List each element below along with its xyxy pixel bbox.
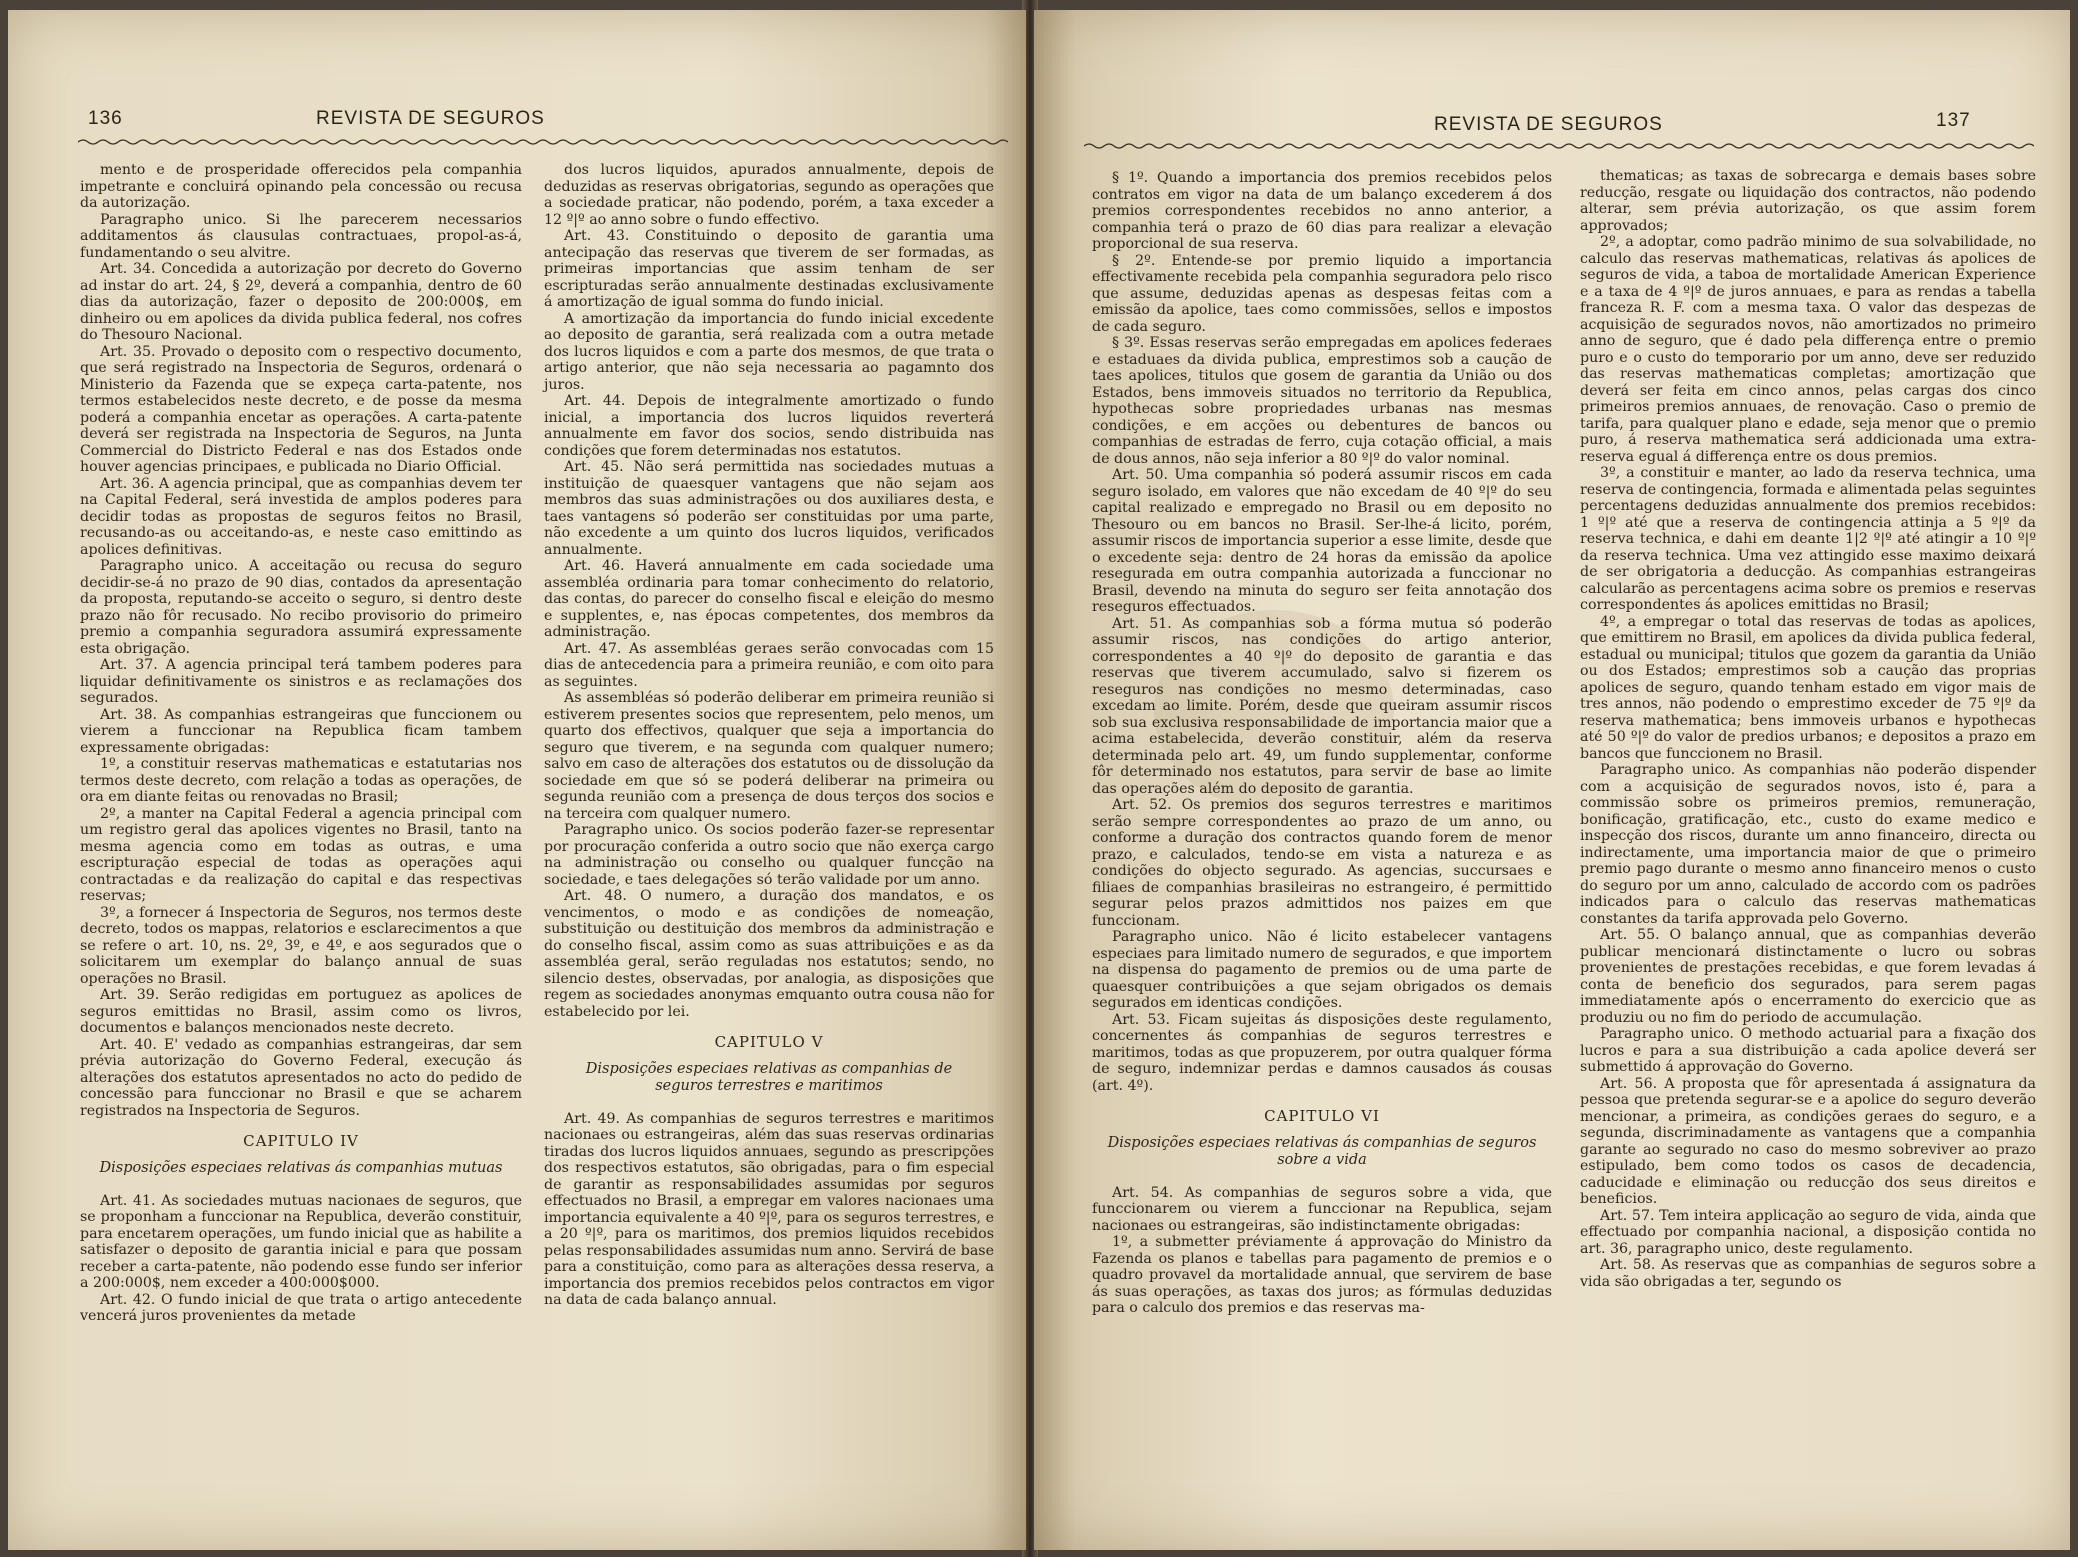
paragraph: thematicas; as taxas de sobrecarga e demais bases sobre reducção, resgate ou liquidação dos contractos, não podendo alterar, sem prévia autorização, os que assim forem approvados; bbox=[1580, 168, 2036, 234]
paragraph: Paragrapho unico. Não é licito estabelecer vantagens especiaes para limitado numero de segurados, e que importem na dispensa do pagamento de premios ou de uma parte de quaesquer contribuições a que sejam obrigados os demais segurados em identicas condições. bbox=[1092, 929, 1552, 1011]
paragraph: Art. 55. O balanço annual, que as companhias deverão publicar mencionará distinctamente o lucro ou sobras provenientes de prestações recebidas, e que forem levadas á conta de beneficio dos segurados, para serem pagas immediatamente após o encerramento do exercicio que as produziu ou no fim do periodo de accumulação. bbox=[1580, 927, 2036, 1026]
paragraph: 3º, a fornecer á Inspectoria de Seguros, nos termos deste decreto, todos os mappas, relatorios e esclarecimentos a que se refere o art. 10, ns. 2º, 3º, e 4º, e aos segurados que o solicitarem um exemplar do balanço annual de suas operações no Brasil. bbox=[80, 904, 522, 987]
left-column-1 bbox=[80, 162, 522, 1325]
right-page bbox=[1034, 10, 2070, 1550]
paragraph: Art. 43. Constituindo o deposito de garantia uma antecipação das reservas que tiverem de ser formadas, as primeiras importancias que assim tenham de ser escripturadas serão annualmente destinadas exclusivamente á amortização de igual somma do fundo inicial. bbox=[544, 228, 994, 310]
paragraph: 4º, a empregar o total das reservas de todas as apolices, que emittirem no Brasil, em apolices da divida publica federal, estadual ou municipal; titulos que gozem da garantia da União ou dos Estados; emprestimos sob a caução das proprias apolices de seguro, quando tenham estado em vigor mais de tres annos, não podendo o emprestimo exceder de 75 º|º da reserva mathematica; bens immoveis urbanos e hypothecas até 50 º|º do valor de predios urbanos; e depositos a prazo em bancos que funccionem no Brasil. bbox=[1580, 613, 2036, 762]
chapter-heading-v: CAPITULO V bbox=[714, 1033, 824, 1051]
left-running-head: REVISTA DE SEGUROS bbox=[316, 108, 545, 129]
paragraph: Art. 52. Os premios dos seguros terrestres e maritimos serão sempre correspondentes ao prazo de um anno, ou conforme a duração dos contractos quando forem de menor prazo, e calculados, tendo-se em vista a natureza e as condições do objecto segurado. As agencias, succursaes e filiaes de companhias brasileiras no estrangeiro, é permittido segurar pelos prazos admittidos nos paizes em que funccionam. bbox=[1092, 797, 1552, 929]
paragraph: Art. 57. Tem inteira applicação ao seguro de vida, ainda que effectuado por companhia nacional, a disposição contida no art. 36, paragrapho unico, deste regulamento. bbox=[1580, 1207, 2036, 1257]
paragraph: Paragrapho unico. O methodo actuarial para a fixação dos lucros e para a sua distribuição a cada apolice deverá ser submettido á approvação do Governo. bbox=[1580, 1026, 2036, 1075]
paragraph: Art. 54. As companhias de seguros sobre a vida, que funccionarem ou vierem a funccionar na Republica, sejam nacionaes ou estrangeiras, são indistinctamente obrigadas: bbox=[1092, 1184, 1552, 1234]
paragraph: 1º, a submetter préviamente á approvação do Ministro da Fazenda os planos e tabellas para pagamento de premios e o quadro provavel da mortalidade annual, que servirem de base ás suas operações, as taxas dos juros; as fórmulas deduzidas para o calculo dos premios e das reservas ma- bbox=[1092, 1234, 1552, 1316]
right-header-rule bbox=[1084, 142, 2034, 150]
paragraph: 1º, a constituir reservas mathematicas e estatutarias nos termos deste decreto, com relação a todas as operações, de ora em diante feitas ou renovadas no Brasil; bbox=[80, 756, 522, 805]
paragraph: Art. 42. O fundo inicial de que trata o artigo antecedente vencerá juros provenientes da metade bbox=[80, 1291, 522, 1324]
left-col2-paragraphs bbox=[544, 162, 994, 1020]
paragraph: Art. 47. As assembléas geraes serão convocadas com 15 dias de antecedencia para a primeira reunião, e com oito para as seguintes. bbox=[544, 640, 994, 690]
paragraph: Art. 35. Provado o deposito com o respectivo documento, que será registrado na Inspectoria de Seguros, ordenará o Ministerio da Fazenda que se expeça carta-patente, nos termos estabelecidos neste decreto, e de posse da mesma poderá a companhia encetar as operações. A carta-patente deverá ser registrada na Inspectoria de Seguros, na Junta Commercial do Districto Federal e nas dos Estados onde houver agencias principaes, e publicada no Diario Official. bbox=[80, 343, 522, 475]
chapter-subheading-vi: Disposições especiaes relativas ás companhias de seguros sobre a vida bbox=[1107, 1134, 1537, 1168]
paragraph: Art. 45. Não será permittida nas sociedades mutuas a instituição de quaesquer vantagens que não sejam aos membros das suas administrações ou dos auxiliares desta, e taes vantagens só poderão ser constituidas por uma parte, não excedente a um quinto dos lucros liquidos, verificados annualmente. bbox=[544, 459, 994, 558]
left-col2-after-paragraphs bbox=[544, 1111, 994, 1309]
paragraph: dos lucros liquidos, apurados annualmente, depois de deduzidas as reservas obrigatorias, segundo as operações que a sociedade praticar, não podendo, porém, a taxa exceder a 12 º|º ao anno sobre o fundo effectivo. bbox=[544, 162, 994, 228]
paragraph: Art. 40. E' vedado as companhias estrangeiras, dar sem prévia autorização do Governo Federal, execução ás alterações dos estatutos apresentados no acto do pedido de concessão para funccionar no Brasil e que se acharem registrados na Inspectoria de Seguros. bbox=[80, 1036, 522, 1119]
paragraph: mento e de prosperidade offerecidos pela companhia impetrante e concluirá opinando pela concessão ou recusa da autorização. bbox=[80, 162, 522, 211]
chapter-subheading-v: Disposições especiaes relativas as companhias de seguros terrestres e maritimos bbox=[585, 1060, 953, 1094]
paragraph: § 3º. Essas reservas serão empregadas em apolices federaes e estaduaes da divida publica, emprestimos sob a caução de taes apolices, titulos que gosem de garantia da União ou dos Estados, bens immoveis situados no territorio da Republica, hypothecas sobre propriedades urbanas nas mesmas condições, e em acções ou debentures de bancos ou companhias de estradas de ferro, cuja cotação official, a mais de dous annos, não seja inferior a 80 º|º do valor nominal. bbox=[1092, 335, 1552, 467]
paragraph: Paragrapho unico. As companhias não poderão dispender com a acquisição de segurados novos, isto é, para a commissão sobre os primeiros premios, remuneração, bonificação, gratificação, etc., custo do exame medico e inspecção dos riscos, durante um anno financeiro, directa ou indirectamente, uma importancia maior de que o primeiro premio pago durante o mesmo anno financeiro menos o custo do seguro por um anno, calculado de accordo com os padrões indicados para o calculo das reservas mathematicas constantes da tarifa approvada pelo Governo. bbox=[1580, 762, 2036, 927]
right-page-number: 137 bbox=[1936, 110, 1971, 131]
paragraph: Art. 53. Ficam sujeitas ás disposições deste regulamento, concernentes ás companhias de seguros terrestres e maritimos, todas as que propuzerem, por outra qualquer fórma de seguro, indemnizar perdas e damnos causados ás cousas (art. 4º). bbox=[1092, 1011, 1552, 1094]
paragraph: Art. 37. A agencia principal terá tambem poderes para liquidar definitivamente os sinistros e as reclamações dos segurados. bbox=[80, 657, 522, 706]
paragraph: 3º, a constituir e manter, ao lado da reserva technica, uma reserva de contingencia, formada e alimentada pelas seguintes percentagens deduzidas annualmente dos premios recebidos: 1 º|º até que a reserva de contingencia attinja a 5 º|º da reserva technica, e dahi em deante 1|2 º|º até atingir a 10 º|º da reserva technica. Uma vez attingido esse maximo deixará de ser obrigatoria a deducção. As companhias estrangeiras calcularão as percentagens acima sobre os premios e reservas correspondentes ás apolices emittidas no Brasil; bbox=[1580, 465, 2036, 613]
paragraph: A amortização da importancia do fundo inicial excedente ao deposito de garantia, será realizada com a outra metade dos lucros liquidos e com a parte dos mesmos, de que trata o artigo anterior, que não seja necessaria ao pagamnto dos juros. bbox=[544, 310, 994, 393]
paragraph: Art. 44. Depois de integralmente amortizado o fundo inicial, a importancia dos lucros liquidos reverterá annualmente em favor dos socios, sendo distribuida nas condições que forem determinadas nos estatutos. bbox=[544, 393, 994, 459]
paragraph: Paragrapho unico. A acceitação ou recusa do seguro decidir-se-á no prazo de 90 dias, contados da apresentação da proposta, reputando-se acceito o seguro, si dentro deste prazo não fôr recusado. No recibo provisorio do primeiro premio a companhia seguradora assumirá expressamente esta obrigação. bbox=[80, 558, 522, 657]
right-running-head: REVISTA DE SEGUROS bbox=[1434, 114, 1663, 135]
paragraph: Art. 56. A proposta que fôr apresentada á assignatura da pessoa que pretenda segurar-se e a apolice do seguro deverão mencionar, a primeira, as condições geraes do seguro, e a segunda, discriminadamente as vantagens que a companhia garante ao segurado no caso do mesmo sobreviver ao prazo estipulado, bem como todos os casos de decadencia, caducidade e eliminação ou reducção dos seus direitos e beneficios. bbox=[1580, 1075, 2036, 1207]
paragraph: Art. 48. O numero, a duração dos mandatos, e os vencimentos, o modo e as condições de nomeação, substituição ou destituição dos membros da administração e do conselho fiscal, assim como as suas attribuições e as da assembléa geral, serão reguladas nos estatutos; sendo, no silencio destes, observadas, por analogia, as disposições que regem as sociedades anonymas emquanto outra cousa não for estabelecido por lei. bbox=[544, 888, 994, 1020]
right-col1-after-paragraphs bbox=[1092, 1185, 1552, 1317]
paragraph: Art. 41. As sociedades mutuas nacionaes de seguros, que se proponham a funccionar na Republica, deverão constituir, para encetarem operações, um fundo inicial que as habilite a satisfazer o deposito de garantia inicial e para que possam receber a carta-patente, não podendo esse fundo ser inferior a 200:000$, nem exceder a 400:000$000. bbox=[80, 1192, 522, 1291]
paragraph: Paragrapho unico. Si lhe parecerem necessarios additamentos ás clausulas contractuaes, propol-as-á, fundamentando o seu alvitre. bbox=[80, 211, 522, 261]
right-column-1 bbox=[1092, 170, 1552, 1317]
right-col1-paragraphs bbox=[1092, 170, 1552, 1094]
left-page bbox=[8, 10, 1026, 1550]
paragraph: § 1º. Quando a importancia dos premios recebidos pelos contratos em vigor na data de um balanço excederem á dos premios correspondentes recebidos no anno anterior, a companhia terá o prazo de 60 dias para realizar a elevação proporcional de sua reserva. bbox=[1092, 170, 1552, 252]
paragraph: As assembléas só poderão deliberar em primeira reunião si estiverem presentes socios que representem, pelo menos, um quarto dos effectivos, qualquer que seja a importancia do seguro que tiverem, e na segunda com qualquer numero; salvo em caso de alterações dos estatutos ou de dissolução da sociedade em que só se poderá deliberar na primeira ou segunda reunião com a presença de dous terços dos socios e na terceira com qualquer numero. bbox=[544, 690, 994, 822]
paragraph: Art. 34. Concedida a autorização por decreto do Governo ad instar do art. 24, § 2º, deverá a companhia, dentro de 60 dias da autorização, fazer o deposito de 200:000$, em dinheiro ou em apolices da divida publica federal, nos cofres do Thesouro Nacional. bbox=[80, 261, 522, 343]
chapter-heading-iv: CAPITULO IV bbox=[243, 1132, 359, 1150]
paragraph: Art. 36. A agencia principal, que as companhias devem ter na Capital Federal, será investida de amplos poderes para decidir todas as propostas de seguros feitos no Brasil, recusando-as ou acceitando-as, e neste caso emittindo as apolices definitivas. bbox=[80, 475, 522, 558]
paragraph: Art. 38. As companhias estrangeiras que funccionem ou vierem a funccionar na Republica ficam tambem expressamente obrigadas: bbox=[80, 706, 522, 756]
paragraph: 2º, a manter na Capital Federal a agencia principal com um registro geral das apolices vigentes no Brasil, tanto na mesma agencia como em todas as outras, e uma escripturação especial de todas as operações aqui contractadas e da realização do capital e das respectivas reservas; bbox=[80, 805, 522, 904]
paragraph: § 2º. Entende-se por premio liquido a importancia effectivamente recebida pela companhia seguradora pelo risco que assume, deduzidas apenas as despesas feitas com a emissão da apolice, taes como commissões, sellos e impostos de cada seguro. bbox=[1092, 252, 1552, 335]
paragraph: Art. 51. As companhias sob a fórma mutua só poderão assumir riscos, nas condições do artigo anterior, correspondentes a 40 º|º do deposito de garantia e das reservas que tiverem accumulado, salvo si fizerem os reseguros nas condições no mesmo determinadas, caso excedam ao limite. Porém, desde que queiram assumir riscos sob sua exclusiva responsabilidade de importancia maior que a acima estabelecida, deverão constituir, além da reserva determinada pelo art. 49, um fundo supplementar, conforme fôr determinado nos estatutos, para servir de base ao limite das operações além do deposito de garantia. bbox=[1092, 615, 1552, 797]
right-col2-paragraphs bbox=[1580, 168, 2036, 1290]
chapter-subheading-iv: Disposições especiaes relativas ás companhias mutuas bbox=[99, 1159, 503, 1176]
left-col1-paragraphs bbox=[80, 162, 522, 1119]
paragraph: Art. 58. As reservas que as companhias de seguros sobre a vida são obrigadas a ter, segundo os bbox=[1580, 1257, 2036, 1290]
left-column-2 bbox=[544, 162, 994, 1309]
paragraph: Art. 50. Uma companhia só poderá assumir riscos em cada seguro isolado, em valores que não excedam de 40 º|º do seu capital realizado e empregado no Brasil ou em deposito no Thesouro ou em bancos no Brasil. Ser-lhe-á licito, porém, assumir riscos de importancia superior a esse limite, desde que o excedente seja: dentro de 24 horas da emissão da apolice resegurada em outra companhia autorizada a funccionar no Brasil, devendo na minuta do seguro ser feita annotação dos reseguros effectuados. bbox=[1092, 467, 1552, 615]
left-header-rule bbox=[78, 138, 1008, 146]
paragraph: Paragrapho unico. Os socios poderão fazer-se representar por procuração conferida a outro socio que não exerça cargo na administração ou conselho ou qualquer funcção na sociedade, e taes delegações só terão validade por um anno. bbox=[544, 822, 994, 888]
chapter-heading-vi: CAPITULO VI bbox=[1264, 1107, 1380, 1125]
left-col1-after-paragraphs bbox=[80, 1193, 522, 1325]
paragraph: Art. 46. Haverá annualmente em cada sociedade uma assembléa ordinaria para tomar conhecimento do relatorio, das contas, do parecer do conselho fiscal e eleição do mesmo e supplentes, e, nas épocas competentes, dos membros da administração. bbox=[544, 558, 994, 640]
paragraph: 2º, a adoptar, como padrão minimo de sua solvabilidade, no calculo das reservas mathematicas, relativas ás apolices de seguros de vida, a taboa de mortalidade American Experience e a taxa de 4 º|º de juros annuaes, e para as rendas a tabella franceza R. F. com a mesma taxa. O valor das despezas de acquisição de segurados novos, não amortizados no primeiro anno de seguro, que é dado pela differença entre o premio puro e o custo do temporario por um anno, deve ser reduzido das reservas mathematicas completas; amortização que deverá ser feita em cinco annos, pelas cargas dos cinco primeiros premios annuaes, de renovação. Caso o premio de tarifa, para qualquer plano e edade, seja menor que o premio puro, á reserva mathematica será addicionada uma extra-reserva egual á differença entre os dous premios. bbox=[1580, 234, 2036, 465]
right-column-2 bbox=[1580, 168, 2036, 1290]
paragraph: Art. 39. Serão redigidas em portuguez as apolices de seguros emittidas no Brasil, assim como os livros, documentos e balanços mencionados neste decreto. bbox=[80, 987, 522, 1036]
left-page-number: 136 bbox=[88, 108, 123, 129]
paragraph: Art. 49. As companhias de seguros terrestres e maritimos nacionaes ou estrangeiras, além das suas reservas ordinarias tiradas dos lucros liquidos annuaes, segundo as prescripções dos respectivos estatutos, são obrigadas, para o fim especial de garantir as responsabilidades assumidas por seguros effectuados no Brasil, a empregar em valores nacionaes uma importancia equivalente a 40 º|º, para os seguros terrestres, e a 20 º|º, para os maritimos, dos premios liquidos recebidos pelas responsabilidades assumidas num anno. Servirá de base para a constituição, como para as alterações dessa reserva, a importancia dos premios recebidos pelos contractos em vigor na data de cada balanço annual. bbox=[544, 1110, 994, 1308]
